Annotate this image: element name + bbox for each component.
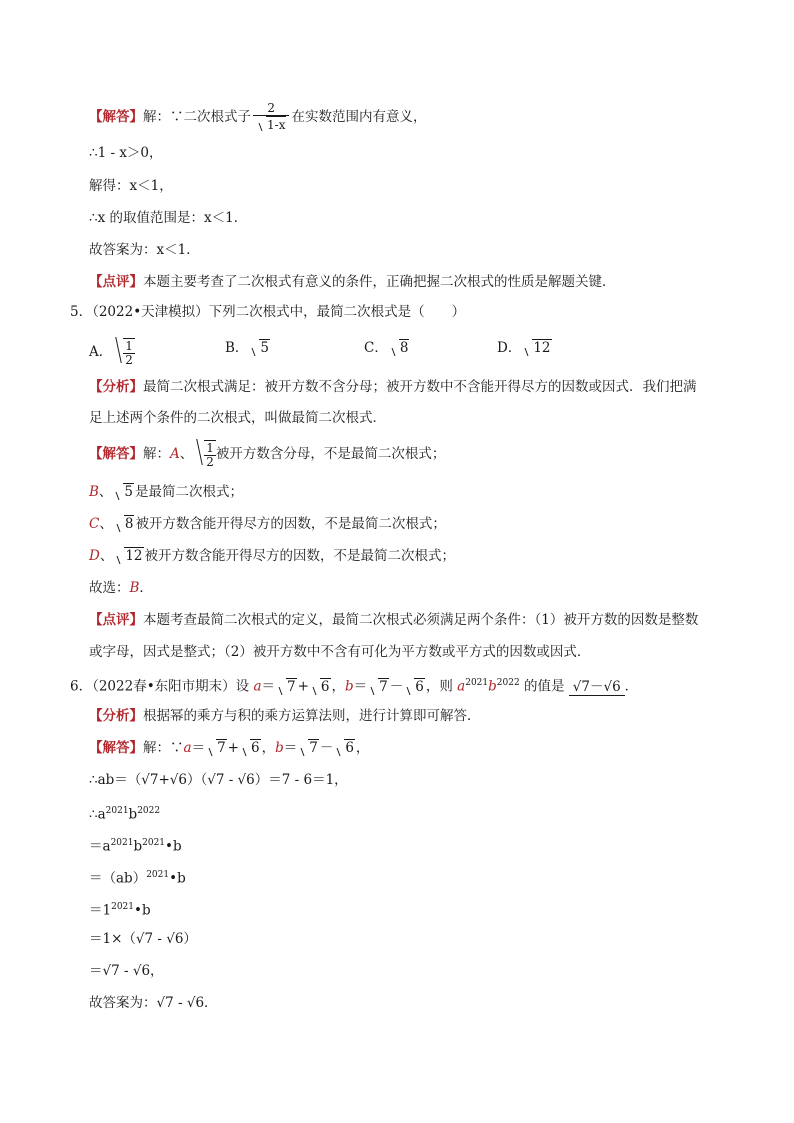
q5-options [89,332,689,368]
q6-step-5: $=1^{2021}•b$ [89,902,151,919]
q5-fenxi-2: 足上述两个条件的二次根式，叫做最简二次根式． [89,410,386,426]
option-a[interactable]: A． $\frac{1}{2}$ [89,339,133,367]
q6-step-1: ∴ab＝（√7+√6）（√7 - √6）＝7 - 6＝1， [89,772,348,788]
q5-jieda-d: D、 12 被开方数含能开得尽方的因数，不是最简二次根式； [89,548,456,564]
q6-step-7: ＝√7 - √6， [89,963,164,979]
q5-fenxi-1: 【分析】最简二次根式满足：被开方数不含分母；被开方数中不含能开得尽方的因数或因式．我们把满 [89,379,697,395]
fenxi-tag: 【分析】 [89,708,143,724]
q6-step-2: $\therefore a^{2021}b^{2022}$ [89,806,161,823]
q5-choose: 故选：B． [89,580,153,596]
q6-fenxi: 【分析】根据幂的乘方与积的乘方运算法则，进行计算即可解答． [89,708,481,724]
q5-jieda-c: C、 8 被开方数含能开得尽方的因数，不是最简二次根式； [89,516,446,532]
answer-blank: √7－√6 [569,679,625,696]
q6-answer-line: 故答案为：√7 - √6． [89,995,218,1011]
q4-step-4: 故答案为：x＜1． [89,242,200,258]
q5-jieda-b: B、 5 是最简二次根式； [89,484,244,500]
q4-step-2: 解得：x＜1， [89,178,173,194]
dianping-tag: 【点评】 [89,274,143,290]
q5-stem: 5．（2022•天津模拟）下列二次根式中，最简二次根式是（ ） [70,304,466,320]
q5-dianping-1: 【点评】本题考查最简二次根式的定义，最简二次根式必须满足两个条件：（1）被开方数的因数是整数 [89,612,699,628]
dianping-tag: 【点评】 [89,612,143,628]
jieda-tag: 【解答】 [89,446,143,462]
jieda-text: 解：∵二次根式子 [143,109,251,125]
jieda-tag: 【解答】 [89,740,143,756]
fraction: $\frac{2}{1-x}$ [253,102,289,133]
q6-stem: 6．（2022春•东阳市期末）设 a＝ 7 + 6 ，b＝ 7 － 6 ，则 $a^{2021}b^{2022}$ 的值是 √7－√6 ． [70,678,639,695]
q4-step-3: ∴x 的取值范围是：x＜1． [89,210,248,226]
q4-jieda-line [89,102,426,133]
q6-step-3: $=a^{2021}b^{2021}•b$ [89,838,182,855]
q5-jieda-a: 【解答】解：A、 $\frac{1}{2}$ 被开方数含分母，不是最简二次根式； [89,441,446,469]
q4-step-1: ∴1 - x＞0， [89,145,163,161]
option-b[interactable]: B． 5 [225,340,270,356]
option-c[interactable]: C． 8 [364,340,409,356]
q4-dianping: 【点评】本题主要考查了二次根式有意义的条件，正确把握二次根式的性质是解题关键． [89,274,616,290]
q6-step-6: ＝1×（√7 - √6） [89,931,197,947]
q6-jieda: 【解答】解：∵a＝ 7 + 6 ，b＝ 7 － 6 ， [89,740,370,756]
fenxi-tag: 【分析】 [89,379,143,395]
option-d[interactable]: D． 12 [497,340,551,356]
jieda-tag: 【解答】 [89,109,143,125]
q6-step-4: ＝（ab）$^{2021}$•b [89,870,186,887]
q5-dianping-2: 或字母，因式是整式；（2）被开方数中不含有可化为平方数或平方式的因数或因式． [89,644,591,660]
jieda-text-b: 在实数范围内有意义， [291,109,427,125]
